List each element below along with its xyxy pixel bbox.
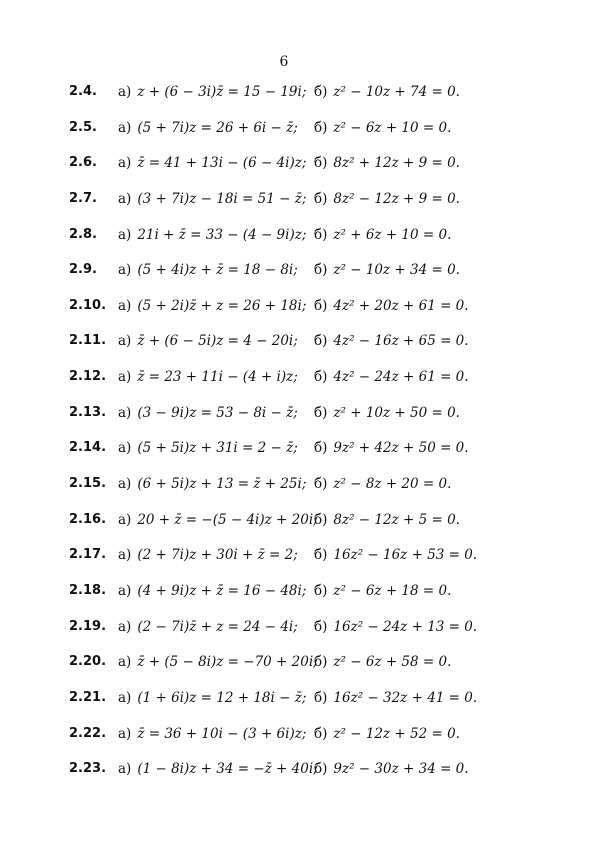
part-a xyxy=(118,365,298,389)
equation-a: z̄ = 41 + 13i − (6 − 4i)z; xyxy=(137,155,307,172)
part-a-label: а) xyxy=(118,511,132,528)
page-number: 6 xyxy=(279,54,289,70)
part-b xyxy=(314,294,469,318)
problem-row xyxy=(0,329,600,365)
problem-number: 2.15. xyxy=(69,476,107,492)
equation-b: 16z² − 24z + 13 = 0. xyxy=(333,618,478,635)
problem-number: 2.23. xyxy=(69,761,107,777)
problem-row xyxy=(0,436,600,472)
problem-list xyxy=(0,80,600,793)
part-a-label: а) xyxy=(118,84,132,100)
problem-row xyxy=(0,757,600,793)
part-a xyxy=(118,543,298,567)
part-a-label: а) xyxy=(118,725,132,742)
equation-b: z² − 6z + 10 = 0. xyxy=(333,119,452,136)
part-a-label: а) xyxy=(118,262,132,279)
problem-number: 2.14. xyxy=(69,440,107,456)
equation-b: 9z² + 42z + 50 = 0. xyxy=(333,440,469,457)
part-a xyxy=(118,258,298,282)
equation-a: (1 − 8i)z + 34 = −z̄ + 40i; xyxy=(137,761,318,778)
part-b-label: б) xyxy=(314,440,328,457)
problem-number: 2.6. xyxy=(69,155,97,171)
equation-a: (5 + 4i)z + z̄ = 18 − 8i; xyxy=(137,262,298,279)
part-a xyxy=(118,579,306,603)
problem-row xyxy=(0,258,600,294)
part-b-label: б) xyxy=(314,262,328,279)
part-b-label: б) xyxy=(314,511,328,528)
part-b xyxy=(314,615,477,639)
part-b-label: б) xyxy=(314,476,328,493)
part-a-label: а) xyxy=(118,119,132,136)
part-a xyxy=(118,650,318,674)
problem-number: 2.5. xyxy=(69,119,97,135)
part-a-label: а) xyxy=(118,190,132,207)
part-b xyxy=(314,80,460,104)
equation-b: z² + 10z + 50 = 0. xyxy=(333,404,460,421)
equation-b: 4z² − 24z + 61 = 0. xyxy=(333,369,469,386)
problem-row xyxy=(0,223,600,259)
part-b xyxy=(314,151,460,175)
part-a xyxy=(118,757,318,781)
equation-b: 16z² − 32z + 41 = 0. xyxy=(333,689,478,706)
part-a-label: а) xyxy=(118,440,132,457)
problem-number: 2.20. xyxy=(69,654,107,670)
equation-a: (2 − 7i)z̄ + z = 24 − 4i; xyxy=(137,618,298,635)
problem-row xyxy=(0,116,600,152)
part-b xyxy=(314,686,477,710)
part-b-label: б) xyxy=(314,155,328,172)
part-b-label: б) xyxy=(314,369,328,386)
part-b-label: б) xyxy=(314,654,328,671)
equation-b: z² − 8z + 20 = 0. xyxy=(333,476,452,493)
equation-a: z + (6 − 3i)z̄ = 15 − 19i; xyxy=(137,84,307,100)
equation-a: z̄ = 36 + 10i − (3 + 6i)z; xyxy=(137,725,307,742)
part-b xyxy=(314,329,469,353)
part-b-label: б) xyxy=(314,84,328,100)
problem-number: 2.22. xyxy=(69,725,107,741)
part-b-label: б) xyxy=(314,761,328,778)
part-b-label: б) xyxy=(314,404,328,421)
problem-row xyxy=(0,151,600,187)
equation-a: 20 + z̄ = −(5 − 4i)z + 20i; xyxy=(137,511,318,528)
part-a-label: а) xyxy=(118,689,132,706)
equation-a: (3 − 9i)z = 53 − 8i − z̄; xyxy=(137,404,298,421)
part-a-label: а) xyxy=(118,333,132,350)
problem-number: 2.13. xyxy=(69,404,107,420)
part-a xyxy=(118,223,306,247)
equation-b: z² − 12z + 52 = 0. xyxy=(333,725,460,742)
part-b-label: б) xyxy=(314,226,328,243)
part-b-label: б) xyxy=(314,689,328,706)
part-a xyxy=(118,116,298,140)
part-b xyxy=(314,365,469,389)
problem-number: 2.21. xyxy=(69,689,107,705)
part-a-label: а) xyxy=(118,547,132,564)
equation-a: z̄ = 23 + 11i − (4 + i)z; xyxy=(137,369,298,386)
part-b xyxy=(314,579,451,603)
problem-row xyxy=(0,294,600,330)
part-b-label: б) xyxy=(314,725,328,742)
part-b xyxy=(314,436,469,460)
part-b xyxy=(314,543,477,567)
equation-b: z² − 10z + 74 = 0. xyxy=(333,84,460,100)
part-a-label: а) xyxy=(118,369,132,386)
problem-row xyxy=(0,579,600,615)
part-a-label: а) xyxy=(118,226,132,243)
problem-number: 2.18. xyxy=(69,582,107,598)
problem-row xyxy=(0,365,600,401)
part-b xyxy=(314,223,451,247)
part-a xyxy=(118,472,306,496)
equation-a: (6 + 5i)z + 13 = z̄ + 25i; xyxy=(137,476,307,493)
equation-b: 8z² − 12z + 5 = 0. xyxy=(333,511,460,528)
part-b xyxy=(314,258,460,282)
part-b-label: б) xyxy=(314,190,328,207)
problem-row xyxy=(0,508,600,544)
equation-a: (5 + 2i)z̄ + z = 26 + 18i; xyxy=(137,297,307,314)
problem-number: 2.19. xyxy=(69,618,107,634)
part-b xyxy=(314,116,451,140)
problem-row xyxy=(0,401,600,437)
part-b xyxy=(314,650,451,674)
part-b xyxy=(314,187,460,211)
problem-number: 2.8. xyxy=(69,226,97,242)
part-b-label: б) xyxy=(314,547,328,564)
part-a xyxy=(118,508,318,532)
problem-row xyxy=(0,187,600,223)
part-a xyxy=(118,151,306,175)
equation-b: z² − 6z + 58 = 0. xyxy=(333,654,452,671)
equation-a: z̄ + (5 − 8i)z = −70 + 20i; xyxy=(137,654,318,671)
equation-b: 4z² + 20z + 61 = 0. xyxy=(333,297,469,314)
problem-number: 2.16. xyxy=(69,511,107,527)
problem-row xyxy=(0,650,600,686)
part-a-label: а) xyxy=(118,618,132,635)
equation-b: 8z² + 12z + 9 = 0. xyxy=(333,155,460,172)
problem-number: 2.7. xyxy=(69,190,97,206)
problem-number: 2.10. xyxy=(69,297,107,313)
part-b-label: б) xyxy=(314,333,328,350)
part-a xyxy=(118,401,298,425)
part-b-label: б) xyxy=(314,618,328,635)
part-a xyxy=(118,615,298,639)
part-a-label: а) xyxy=(118,155,132,172)
problem-number: 2.17. xyxy=(69,547,107,563)
equation-a: (5 + 7i)z = 26 + 6i − z̄; xyxy=(137,119,298,136)
part-a xyxy=(118,722,306,746)
part-a xyxy=(118,294,306,318)
equation-b: 16z² − 16z + 53 = 0. xyxy=(333,547,478,564)
problem-row xyxy=(0,686,600,722)
part-a-label: а) xyxy=(118,476,132,493)
problem-row xyxy=(0,722,600,758)
part-a-label: а) xyxy=(118,582,132,599)
part-a-label: а) xyxy=(118,761,132,778)
problem-row xyxy=(0,615,600,651)
part-a xyxy=(118,436,298,460)
part-b-label: б) xyxy=(314,297,328,314)
equation-a: (3 + 7i)z − 18i = 51 − z̄; xyxy=(137,190,307,207)
part-a xyxy=(118,329,298,353)
problem-number: 2.4. xyxy=(69,84,97,99)
part-b xyxy=(314,722,460,746)
problem-row xyxy=(0,80,600,116)
part-a xyxy=(118,80,306,104)
problem-number: 2.11. xyxy=(69,333,107,349)
part-b xyxy=(314,508,460,532)
equation-b: z² − 10z + 34 = 0. xyxy=(333,262,460,279)
part-b-label: б) xyxy=(314,119,328,136)
part-b xyxy=(314,472,451,496)
part-b xyxy=(314,757,469,781)
part-a xyxy=(118,187,306,211)
equation-a: (5 + 5i)z + 31i = 2 − z̄; xyxy=(137,440,298,457)
equation-a: (2 + 7i)z + 30i + z̄ = 2; xyxy=(137,547,298,564)
problem-number: 2.9. xyxy=(69,262,97,278)
problem-row xyxy=(0,472,600,508)
equation-a: 21i + z̄ = 33 − (4 − 9i)z; xyxy=(137,226,307,243)
equation-b: 4z² − 16z + 65 = 0. xyxy=(333,333,469,350)
equation-a: (4 + 9i)z + z̄ = 16 − 48i; xyxy=(137,582,307,599)
part-b xyxy=(314,401,460,425)
part-a-label: а) xyxy=(118,297,132,314)
part-a xyxy=(118,686,306,710)
equation-b: 8z² − 12z + 9 = 0. xyxy=(333,190,460,207)
problem-row xyxy=(0,543,600,579)
equation-b: 9z² − 30z + 34 = 0. xyxy=(333,761,469,778)
equation-a: (1 + 6i)z = 12 + 18i − z̄; xyxy=(137,689,307,706)
problem-number: 2.12. xyxy=(69,369,107,385)
equation-b: z² + 6z + 10 = 0. xyxy=(333,226,452,243)
part-b-label: б) xyxy=(314,582,328,599)
equation-b: z² − 6z + 18 = 0. xyxy=(333,582,452,599)
part-a-label: а) xyxy=(118,404,132,421)
equation-a: z̄ + (6 − 5i)z = 4 − 20i; xyxy=(137,333,298,350)
part-a-label: а) xyxy=(118,654,132,671)
